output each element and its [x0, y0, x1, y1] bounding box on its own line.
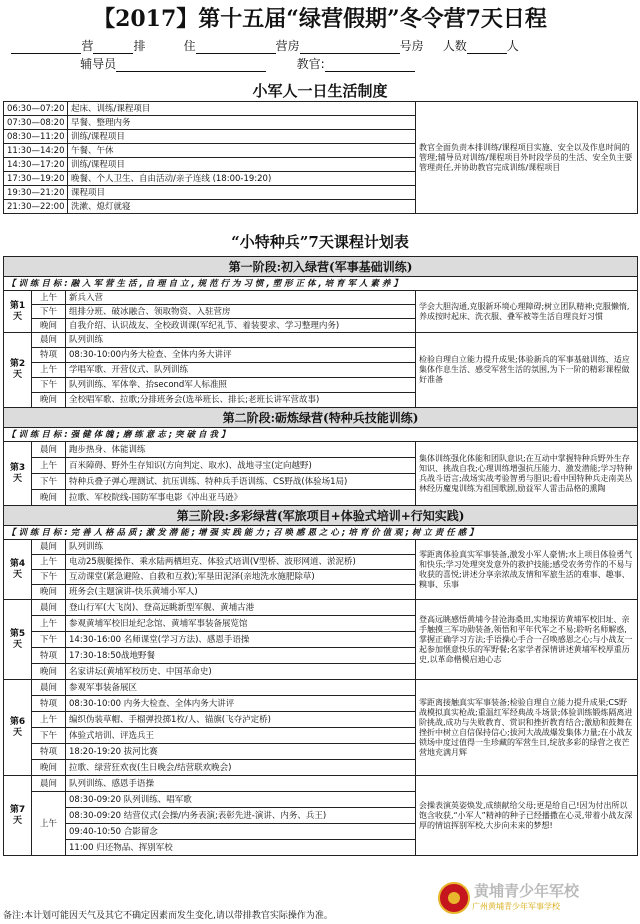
activity-cell: 队列训练、军体拳、抬second军人标准照 [66, 378, 416, 393]
stage-goal: 【 训 练 目 标 : 完 善 人 格 品 质 ; 激 发 潜 能 ; 增 强 实 践 能 力 ; 召 唤 感 恩 之 心 ; 培 育 价 值 观 ; 树 立 责 任 感 】 [4, 526, 638, 540]
time-cell: 17:30—19:20 [4, 172, 68, 186]
activity-cell: 登山行军(大飞岗)、登高远眺新型军舰、黄埔古港 [66, 600, 416, 616]
day-desc: 登高远眺感悟黄埔今昔沧海桑田,实地探访黄埔军校旧址、亲手触摸三军功勋装备,领悟和平年代军之不易;聆听名师解惑,掌握正确学习方法;手语操心手合一召唤感恩之心;与小战友一起参加惬意快乐的军野餐;名家学者深情讲述黄埔军校厚重历史,以革命楷模启迪心志 [416, 600, 638, 680]
day-desc: 零距离接触真实军事装备;检验自理自立能力提升成果;CS野战模拟真实枪战;重温红军经典战斗场景;体验训练锻炼隔离进阶挑战,成功与失败教育、赏识和挫折教育结合;激励和鼓舞在挫折中树立自信保持信心;拔河大战战爆发集体力量;在小战友锁场中度过值得一生珍藏的军营生日,绽放多彩的绿营之夜芒营地充满月辉 [416, 680, 638, 776]
activity-cell: 体验式培训、评选兵王 [66, 728, 416, 744]
activity-cell: 百米障碍、野外生存知识(方向判定、取水)、战地寻宝(定向越野) [66, 458, 416, 474]
activity-cell: 参观黄埔军校旧址纪念馆、黄埔军事装备展览馆 [66, 616, 416, 632]
day-label: 第2天 [4, 333, 32, 408]
activity-cell: 11:00 归还物品、挥别军校 [66, 840, 416, 856]
activity-cell: 09:40-10:50 合影留念 [66, 824, 416, 840]
plan-heading: “小特种兵”7天课程计划表 [231, 233, 409, 251]
activity-cell: 17:30-18:50战地野餐 [66, 648, 416, 664]
activity-cell: 全校唱军歌、拉歌;分排班务会(选举班长、排长;老班长讲军营故事) [66, 393, 416, 408]
day-desc: 会操表演英姿焕发,成绩献给父母;更是给自己!因为付出所以饱含收获,“小军人”精神的种子已经播撒在心灵,带着小战友深厚的情谊挥别军校,大步向未来的梦想! [416, 776, 638, 856]
slot-cell: 上午 [32, 555, 66, 570]
activity-cell: 跑步热身、体能训练 [66, 442, 416, 458]
daily-table [3, 101, 638, 214]
day-label: 第1天 [4, 291, 32, 333]
activity-cell: 队列训练、感恩手语操 [66, 776, 416, 792]
form-label: 营房 [275, 39, 300, 53]
slot-cell: 晚间 [32, 393, 66, 408]
watermark-title: 黄埔青少年军校 [474, 882, 580, 900]
activity-cell: 编织伪装草帽、手榴弹投掷1枚/人、锚旗(飞夺泸定桥) [66, 712, 416, 728]
slot-cell: 下午 [32, 305, 66, 319]
activity-cell: 互动课堂(紧急避险、自救和互救);军垦田泥泽(亲地洗水施肥除草) [66, 570, 416, 585]
time-cell: 06:30—07:20 [4, 102, 68, 116]
time-cell: 14:30—17:20 [4, 158, 68, 172]
time-cell: 08:30—11:20 [4, 130, 68, 144]
stage-goal: 【 训 练 目 标 : 融 入 军 营 生 活 , 自 理 自 立 , 规 范 行 为 习 惯 , 塑 形 正 体 , 培 育 军 人 素 养 】 [4, 277, 638, 291]
slot-cell: 晚间 [32, 585, 66, 600]
slot-cell: 下午 [32, 474, 66, 490]
time-cell: 07:30—08:20 [4, 116, 68, 130]
activity-cell: 拉歌、军校院线-国防军事电影《冲出亚马逊》 [66, 490, 416, 506]
activity-cell: 班务会(主题演讲-快乐黄埔小军人) [66, 585, 416, 600]
day-desc: 学会大胆沟通,克服新环境心理障碍;树立团队精神;克服懒惰,养成按时起床、洗衣服、叠军被等生活自理良好习惯 [416, 291, 638, 333]
time-cell: 21:30—22:00 [4, 200, 68, 214]
slot-cell: 晨间 [32, 540, 66, 555]
activity-cell: 课程项目 [68, 186, 416, 200]
slot-cell: 上午 [32, 458, 66, 474]
slot-cell: 上午 [32, 291, 66, 305]
activity-cell: 08:30-09:20 结营仪式(会操/内务表演;表彰先进-演讲、内务、兵王) [66, 808, 416, 824]
activity-cell: 训练/课程项目 [68, 158, 416, 172]
stage-title: 第三阶段:多彩绿营(军旅项目+体验式培训+行知实践) [4, 506, 638, 526]
slot-cell: 晚间 [32, 319, 66, 333]
school-emblem-icon [438, 882, 470, 914]
watermark-subtitle: 广州黄埔青少年军事学校 [472, 902, 560, 911]
stage-title: 第一阶段:初入绿营(军事基础训练) [4, 257, 638, 277]
activity-cell: 队列训练 [66, 540, 416, 555]
slot-cell: 特项 [32, 744, 66, 760]
slot-cell: 晨间 [32, 333, 66, 348]
form-label: 营 [81, 39, 94, 53]
form-row-2 [0, 56, 640, 72]
day-desc: 检验自理自立能力提升成果;体验新兵的军事基础训练、适应集体作息生活、感受军营生活的氛围,为下一阶的精彩课程做好准备 [416, 333, 638, 408]
watermark [432, 876, 637, 920]
form-label: 人数 [442, 39, 467, 53]
plan-table [3, 256, 638, 856]
activity-cell: 早餐、整理内务 [68, 116, 416, 130]
activity-cell: 晚餐、个人卫生、自由活动/亲子连线 (18:00-19:20) [68, 172, 416, 186]
form-label: 人 [506, 39, 519, 53]
footer-note: 备注:本计划可能因天气及其它不确定因素而发生变化,请以带排教官实际操作为准。 [3, 911, 333, 921]
activity-cell: 电动25舰艇操作、乘水陆两栖坦克、体验式培训(V型桥、波形网道、淤泥桥) [66, 555, 416, 570]
slot-cell: 晚间 [32, 760, 66, 776]
activity-cell: 08:30-10:00内务大检查、全体内务大讲评 [66, 348, 416, 363]
daily-note: 教官全面负责本排训练/课程项目实施、安全以及作息时间的管理;辅导员对训练/课程项目外时段学员的生活、安全负主要管理责任,并协助教官完成训练/课程项目 [416, 102, 638, 214]
activity-cell: 参观军事装备展区 [66, 680, 416, 696]
activity-cell: 18:20-19:20 拔河比赛 [66, 744, 416, 760]
daily-heading: 小军人一日生活制度 [252, 82, 388, 100]
slot-cell: 上午 [32, 363, 66, 378]
slot-cell: 上午 [32, 792, 66, 856]
activity-cell: 训练/课程项目 [68, 130, 416, 144]
slot-cell: 下午 [32, 570, 66, 585]
activity-cell: 14:30-16:00 名师课堂(学习方法)、感恩手语操 [66, 632, 416, 648]
form-label: 辅导员 [80, 57, 117, 71]
stage-goal: 【 训 练 目 标 : 强 健 体 魄 ; 磨 练 意 志 ; 突 破 自 我 】 [4, 428, 638, 442]
form-label: 住 [183, 39, 196, 53]
activity-cell: 08:30-10:00 内务大检查、全体内务大讲评 [66, 696, 416, 712]
slot-cell: 晨间 [32, 776, 66, 792]
form-row-1 [0, 38, 640, 54]
day-label: 第6天 [4, 680, 32, 776]
activity-cell: 队列训练 [66, 333, 416, 348]
day-desc: 集体训练强化体能和团队意识;在互动中掌握特种兵野外生存知识、挑战自我;心理训练增强抗压能力、激发潜能;学习特种兵战斗语言;战场实战考验智勇与胆识;看中国特种兵走南美丛林经历魔鬼训练为祖国歌剧,励益军人雷击品格的熏陶 [416, 442, 638, 506]
day-label: 第3天 [4, 442, 32, 506]
form-label: 号房 [399, 39, 424, 53]
slot-cell: 晚间 [32, 490, 66, 506]
day-label: 第5天 [4, 600, 32, 680]
slot-cell: 特项 [32, 348, 66, 363]
slot-cell: 特项 [32, 648, 66, 664]
day-label: 第7天 [4, 776, 32, 856]
activity-cell: 名家讲坛(黄埔军校历史、中国革命史) [66, 664, 416, 680]
activity-cell: 组排分班、破冰融合、领取物资、入驻营房 [66, 305, 416, 319]
slot-cell: 下午 [32, 632, 66, 648]
page-title: 【2017】第十五届“绿营假期”冬令营7天日程 [93, 6, 547, 32]
slot-cell: 上午 [32, 712, 66, 728]
time-cell: 11:30—14:20 [4, 144, 68, 158]
activity-cell: 08:30-09:20 队列训练、唱军歌 [66, 792, 416, 808]
activity-cell: 起床、训练/课程项目 [68, 102, 416, 116]
form-label: 教官: [296, 57, 325, 71]
day-label: 第4天 [4, 540, 32, 600]
slot-cell: 晚间 [32, 664, 66, 680]
slot-cell: 下午 [32, 378, 66, 393]
slot-cell: 上午 [32, 616, 66, 632]
activity-cell: 拉歌、绿营狂欢夜(生日晚会/结营联欢晚会) [66, 760, 416, 776]
activity-cell: 学唱军歌、开营仪式、队列训练 [66, 363, 416, 378]
activity-cell: 新兵入营 [66, 291, 416, 305]
activity-cell: 自我介绍、认识战友、全校政训课(军纪礼节、着装要求、学习整理内务) [66, 319, 416, 333]
activity-cell: 洗漱、熄灯就寝 [68, 200, 416, 214]
activity-cell: 特种兵叠子弹心理测试、抗压训练、特种兵手语训练、CS野战(体验场1局) [66, 474, 416, 490]
stage-title: 第二阶段:砺炼绿营(特种兵技能训练) [4, 408, 638, 428]
day-desc: 零距离体验真实军事装备,激发小军人豪情;水上项目体验勇气和快乐;学习处理突发意外的救护技能;感受农务劳作的不易与收获的喜悦;讲述分享亲浓战友情和军旅生活的难事、趣事、糗事、乐事 [416, 540, 638, 600]
slot-cell: 下午 [32, 728, 66, 744]
slot-cell: 特项 [32, 696, 66, 712]
time-cell: 19:30—21:20 [4, 186, 68, 200]
slot-cell: 晨间 [32, 442, 66, 458]
form-label: 排 [133, 39, 146, 53]
slot-cell: 晨间 [32, 600, 66, 616]
slot-cell: 晨间 [32, 680, 66, 696]
activity-cell: 午餐、午休 [68, 144, 416, 158]
